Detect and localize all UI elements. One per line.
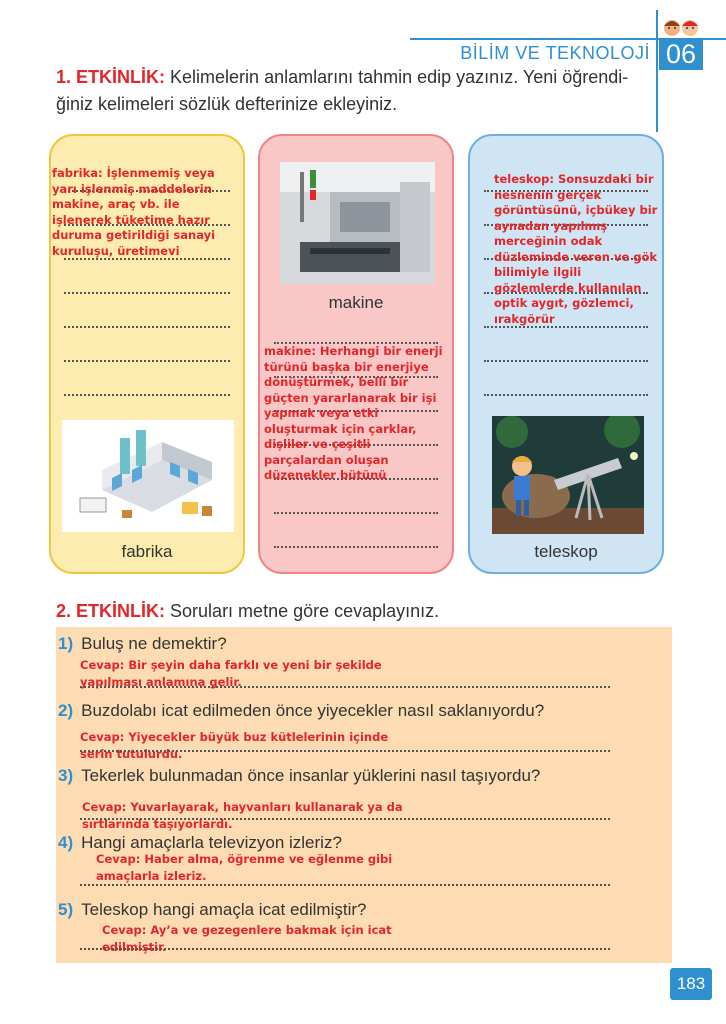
writing-line bbox=[64, 360, 230, 362]
writing-line bbox=[80, 948, 610, 950]
answer-3: Cevap: Yuvarlayarak, hayvanları kullanarak ya da sırtlarında taşıyorlardı. bbox=[82, 800, 403, 831]
question-number: 3) bbox=[58, 766, 74, 785]
card-word-teleskop: teleskop bbox=[534, 542, 598, 561]
question-2 bbox=[58, 701, 544, 721]
question-text: Hangi amaçlarla televizyon izleriz? bbox=[81, 833, 342, 852]
unit-number: 06 bbox=[659, 38, 703, 70]
writing-line bbox=[274, 512, 438, 514]
activity1-instruction-line2: ğiniz kelimeleri sözlük defterinize ekleyiniz. bbox=[56, 94, 398, 114]
question-3 bbox=[58, 766, 540, 786]
writing-line bbox=[274, 546, 438, 548]
writing-line bbox=[80, 884, 610, 886]
card-word-makine: makine bbox=[328, 293, 384, 312]
subject-title: BİLİM VE TEKNOLOJİ bbox=[460, 43, 650, 63]
question-1 bbox=[58, 634, 227, 654]
writing-line bbox=[80, 818, 610, 820]
kids-illustration-icon bbox=[662, 16, 702, 38]
activity2-instruction bbox=[56, 598, 656, 625]
writing-line bbox=[484, 360, 648, 362]
question-number: 5) bbox=[58, 900, 74, 919]
question-4 bbox=[58, 833, 342, 853]
question-number: 4) bbox=[58, 833, 74, 852]
answer-4: Cevap: Haber alma, öğrenme ve eğlenme gibi amaçlarla izleriz. bbox=[96, 852, 393, 883]
writing-line bbox=[484, 394, 648, 396]
machine-photo-icon bbox=[280, 162, 435, 284]
header-vertical-rule bbox=[656, 10, 658, 132]
question-text: Tekerlek bulunmadan önce insanlar yüklerini nasıl taşıyordu? bbox=[81, 766, 541, 785]
factory-illustration-icon bbox=[62, 420, 234, 532]
writing-line bbox=[64, 326, 230, 328]
answer-2: Cevap: Yiyecekler büyük buz kütlelerinin içinde serin tutulurdu. bbox=[80, 730, 389, 761]
answer-5: Cevap: Ay’a ve gezegenlere bakmak için icat edilmiştir. bbox=[102, 923, 392, 954]
activity1-instruction-line1: Kelimelerin anlamlarını tahmin edip yazınız. Yeni öğrendi- bbox=[170, 67, 629, 87]
question-text: Teleskop hangi amaçla icat edilmiştir? bbox=[81, 900, 367, 919]
question-number: 2) bbox=[58, 701, 74, 720]
fabrika-answer: fabrika: İşlenmemiş veya yarı işlenmiş maddelerin makine, araç vb. ile işlenerek tüketime hazır duruma getirildiği sanayi kuruluşu, üretimevi bbox=[52, 166, 216, 258]
question-text: Buzdolabı icat edilmeden önce yiyecekler nasıl saklanıyordu? bbox=[81, 701, 545, 720]
teleskop-answer: teleskop: Sonsuzdaki bir nesnenin gerçek görüntüsünü, içbükey bir aynadan yapılmış merceğinin odak düzleminde veren ve gök bilimiyle ilgili gözlemlerde kullanılan optik aygıt, gözlemci, ırakgörür bbox=[494, 172, 658, 326]
writing-line bbox=[80, 750, 610, 752]
answer-1: Cevap: Bir şeyin daha farklı ve yeni bir şekilde yapılması anlamına gelir. bbox=[80, 658, 382, 689]
page-number: 183 bbox=[670, 968, 712, 1000]
makine-answer: makine: Herhangi bir enerji türünü başka bir enerjiye dönüştürmek, belli bir güçten yararlanarak bir işi yapmak veya etki oluşturmak için çarklar, dişliler ve çeşitli parçalardan oluşan düzenekler bütünü bbox=[264, 344, 443, 482]
telescope-boy-illustration-icon bbox=[492, 416, 644, 534]
writing-line bbox=[64, 394, 230, 396]
question-5 bbox=[58, 900, 366, 920]
activity2-label: 2. ETKİNLİK: bbox=[56, 601, 166, 621]
writing-line bbox=[80, 686, 610, 688]
question-text: Buluş ne demektir? bbox=[81, 634, 227, 653]
question-number: 1) bbox=[58, 634, 74, 653]
activity1-instruction bbox=[56, 64, 656, 118]
activity1-label: 1. ETKİNLİK: bbox=[56, 67, 166, 87]
writing-line bbox=[64, 292, 230, 294]
card-word-fabrika: fabrika bbox=[121, 542, 173, 561]
activity2-instruction-text: Soruları metne göre cevaplayınız. bbox=[170, 601, 440, 621]
